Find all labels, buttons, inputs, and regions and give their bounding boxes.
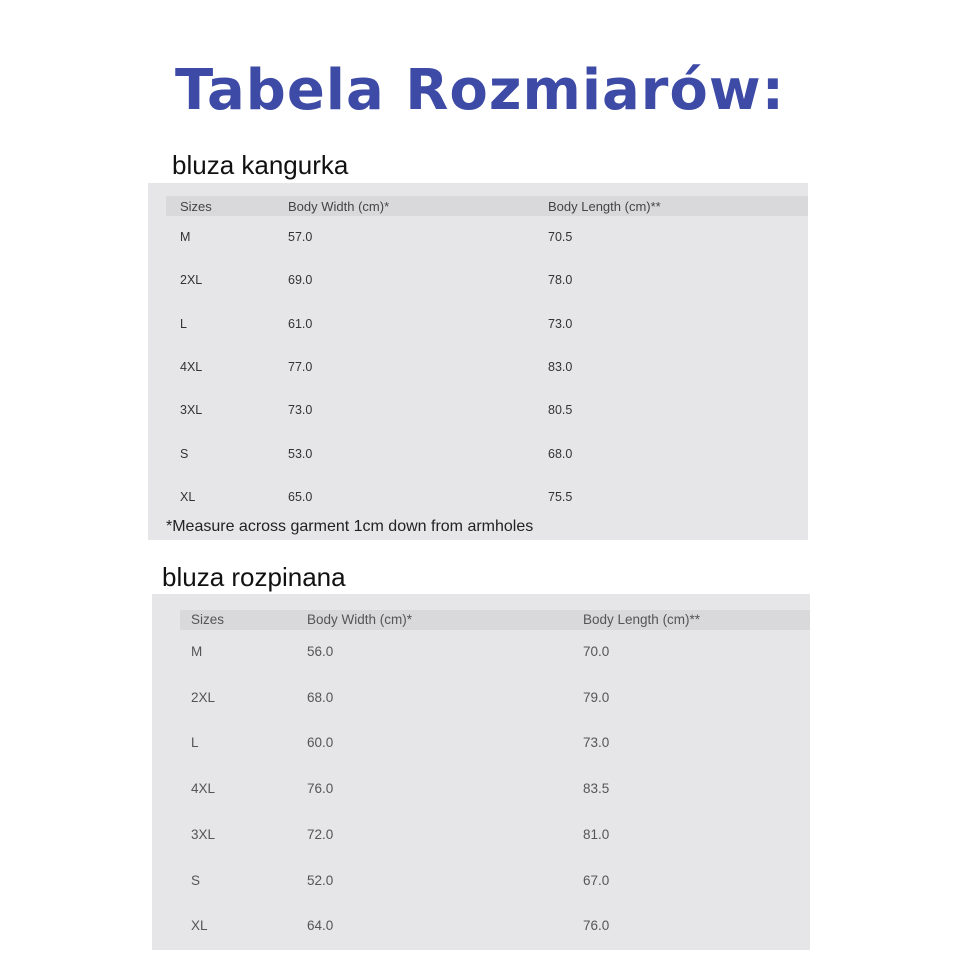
table-cell-size: M — [191, 644, 203, 659]
table-cell-body-width: 72.0 — [307, 826, 334, 842]
table-cell-body-length: 83.5 — [583, 781, 610, 797]
table-cell-body-width: 64.0 — [307, 918, 334, 934]
table-cell-body-width: 57.0 — [288, 230, 313, 244]
size-table-kangurka — [148, 183, 808, 540]
table-cell-body-length: 81.0 — [583, 826, 610, 842]
table-header-band — [166, 196, 808, 216]
table-cell-body-length: 75.5 — [548, 489, 573, 504]
size-table-rozpinana — [152, 594, 810, 950]
table-cell-size: M — [180, 230, 191, 244]
table-cell-body-width: 73.0 — [288, 403, 313, 418]
page-title: Tabela Rozmiarów: — [174, 58, 786, 123]
table-cell-body-width: 53.0 — [288, 446, 313, 461]
measure-note: *Measure across garment 1cm down from armholes — [166, 518, 534, 535]
section-label-rozpinana: bluza rozpinana — [162, 562, 346, 592]
table-cell-body-length: 78.0 — [548, 273, 573, 288]
table-cell-body-length: 76.0 — [583, 918, 610, 934]
table-cell-body-length: 70.5 — [548, 230, 573, 244]
table-header-band — [180, 610, 810, 630]
table-cell-body-width: 69.0 — [288, 273, 313, 288]
column-header-sizes: Sizes — [180, 199, 212, 214]
table-cell-body-width: 65.0 — [288, 489, 313, 504]
table-cell-body-width: 76.0 — [307, 781, 334, 797]
table-cell-size: XL — [191, 918, 208, 934]
table-cell-size: 2XL — [180, 273, 203, 288]
table-cell-size: 3XL — [191, 826, 216, 842]
table-cell-body-length: 67.0 — [583, 872, 610, 888]
column-header-sizes: Sizes — [191, 612, 225, 627]
table-cell-size: L — [191, 735, 199, 751]
table-cell-size: L — [180, 316, 187, 331]
table-cell-body-length: 70.0 — [583, 644, 610, 659]
table-cell-size: 4XL — [180, 359, 203, 374]
table-cell-body-length: 68.0 — [548, 446, 573, 461]
table-cell-body-width: 68.0 — [307, 689, 334, 705]
table-cell-body-length: 73.0 — [548, 316, 573, 331]
column-header-body-width: Body Width (cm)* — [288, 199, 390, 214]
table-cell-body-length: 83.0 — [548, 359, 573, 374]
section-label-kangurka: bluza kangurka — [172, 150, 349, 180]
table-cell-body-length: 79.0 — [583, 689, 610, 705]
table-cell-body-width: 52.0 — [307, 872, 334, 888]
table-cell-size: S — [180, 446, 189, 461]
table-cell-body-width: 61.0 — [288, 316, 313, 331]
table-cell-size: 4XL — [191, 781, 216, 797]
table-cell-body-length: 80.5 — [548, 403, 573, 418]
table-cell-size: S — [191, 872, 201, 888]
column-header-body-width: Body Width (cm)* — [307, 612, 413, 627]
table-cell-body-width: 77.0 — [288, 359, 313, 374]
table-cell-body-length: 73.0 — [583, 735, 610, 751]
table-cell-body-width: 56.0 — [307, 644, 334, 659]
table-cell-body-width: 60.0 — [307, 735, 334, 751]
column-header-body-length: Body Length (cm)** — [548, 199, 661, 214]
table-cell-size: 3XL — [180, 403, 203, 418]
table-cell-size: 2XL — [191, 689, 216, 705]
table-cell-size: XL — [180, 489, 196, 504]
column-header-body-length: Body Length (cm)** — [583, 612, 701, 627]
